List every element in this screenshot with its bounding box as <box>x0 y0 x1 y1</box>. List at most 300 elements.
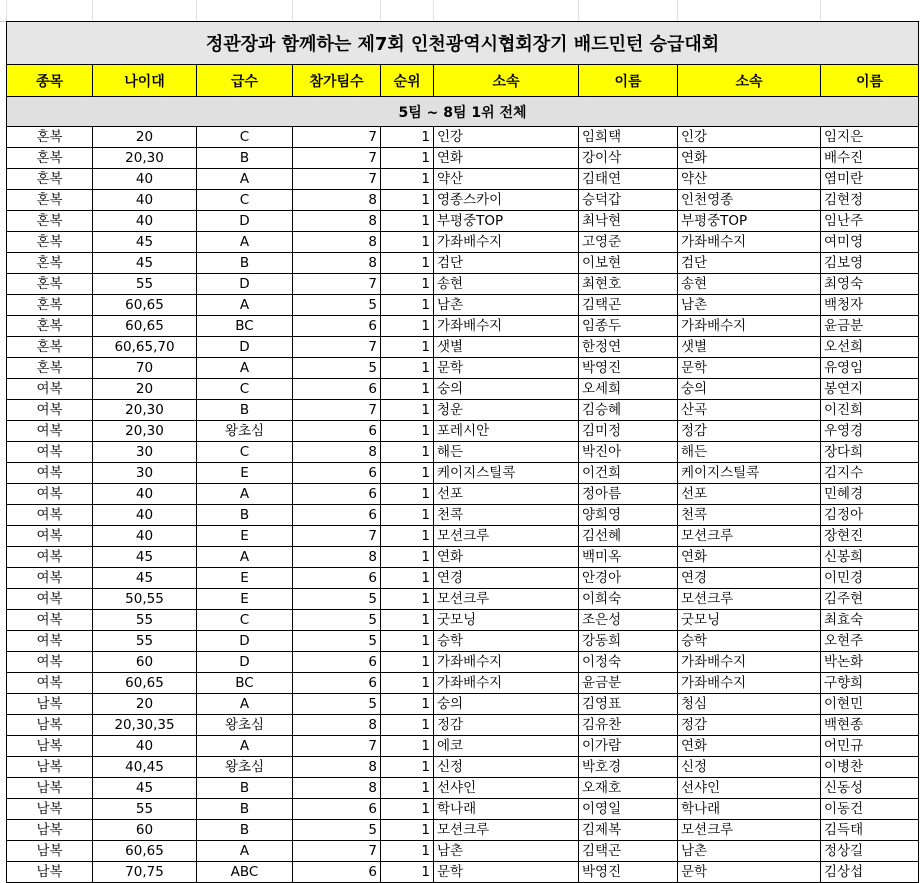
team-count-cell: 5 <box>293 820 381 841</box>
table-row <box>7 862 919 883</box>
club-1-cell: 남촌 <box>434 841 579 862</box>
team-count-cell: 7 <box>293 127 381 148</box>
name-2-cell: 최영숙 <box>821 274 919 295</box>
age-group-cell: 70 <box>93 358 197 379</box>
name-1-cell: 박영진 <box>579 862 678 883</box>
rank-cell: 1 <box>381 757 434 778</box>
name-1-cell: 이희숙 <box>579 589 678 610</box>
team-count-cell: 8 <box>293 757 381 778</box>
name-2-cell: 윤금분 <box>821 316 919 337</box>
name-2-cell: 임난주 <box>821 211 919 232</box>
rank-cell: 1 <box>381 547 434 568</box>
event-cell: 남복 <box>7 715 93 736</box>
event-cell: 여복 <box>7 463 93 484</box>
name-2-cell: 임지은 <box>821 127 919 148</box>
age-group-cell: 40 <box>93 526 197 547</box>
table-row <box>7 757 919 778</box>
club-1-cell: 샛별 <box>434 337 579 358</box>
event-cell: 혼복 <box>7 127 93 148</box>
name-2-cell: 배수진 <box>821 148 919 169</box>
team-count-cell: 7 <box>293 526 381 547</box>
grade-cell: A <box>197 484 293 505</box>
name-2-cell: 김정아 <box>821 505 919 526</box>
club-2-cell: 가좌배수지 <box>678 652 821 673</box>
grade-cell: 왕초심 <box>197 757 293 778</box>
team-count-cell: 5 <box>293 631 381 652</box>
table-row <box>7 169 919 190</box>
name-1-cell: 백미옥 <box>579 547 678 568</box>
age-group-cell: 20,30 <box>93 148 197 169</box>
name-1-cell: 김미정 <box>579 421 678 442</box>
event-cell: 남복 <box>7 820 93 841</box>
name-1-cell: 승덕갑 <box>579 190 678 211</box>
name-2-cell: 신동성 <box>821 778 919 799</box>
table-row <box>7 652 919 673</box>
event-cell: 여복 <box>7 631 93 652</box>
name-2-cell: 구향희 <box>821 673 919 694</box>
rank-cell: 1 <box>381 589 434 610</box>
name-2-cell: 이병찬 <box>821 757 919 778</box>
rank-cell: 1 <box>381 253 434 274</box>
club-1-cell: 승학 <box>434 631 579 652</box>
grade-cell: C <box>197 127 293 148</box>
team-count-cell: 8 <box>293 442 381 463</box>
name-1-cell: 박호경 <box>579 757 678 778</box>
name-2-cell: 봉연지 <box>821 379 919 400</box>
rank-cell: 1 <box>381 862 434 883</box>
header-team-count: 참가팀수 <box>293 65 381 97</box>
club-1-cell: 포레시안 <box>434 421 579 442</box>
table-row <box>7 841 919 862</box>
team-count-cell: 6 <box>293 652 381 673</box>
club-2-cell: 송현 <box>678 274 821 295</box>
team-count-cell: 8 <box>293 778 381 799</box>
name-1-cell: 정아름 <box>579 484 678 505</box>
table-row <box>7 358 919 379</box>
grade-cell: B <box>197 778 293 799</box>
event-cell: 여복 <box>7 442 93 463</box>
team-count-cell: 6 <box>293 799 381 820</box>
club-2-cell: 선샤인 <box>678 778 821 799</box>
grade-cell: A <box>197 694 293 715</box>
age-group-cell: 40 <box>93 505 197 526</box>
name-1-cell: 한정연 <box>579 337 678 358</box>
age-group-cell: 20 <box>93 379 197 400</box>
name-1-cell: 이보현 <box>579 253 678 274</box>
event-cell: 혼복 <box>7 337 93 358</box>
table-row <box>7 127 919 148</box>
club-1-cell: 선포 <box>434 484 579 505</box>
grade-cell: D <box>197 274 293 295</box>
table-row <box>7 253 919 274</box>
club-2-cell: 선포 <box>678 484 821 505</box>
rank-cell: 1 <box>381 715 434 736</box>
club-2-cell: 가좌배수지 <box>678 316 821 337</box>
club-1-cell: 남촌 <box>434 295 579 316</box>
name-1-cell: 김태연 <box>579 169 678 190</box>
name-1-cell: 임종두 <box>579 316 678 337</box>
name-1-cell: 박진아 <box>579 442 678 463</box>
table-row <box>7 568 919 589</box>
name-1-cell: 강이삭 <box>579 148 678 169</box>
grade-cell: C <box>197 190 293 211</box>
grade-cell: B <box>197 253 293 274</box>
rank-cell: 1 <box>381 841 434 862</box>
name-1-cell: 이가람 <box>579 736 678 757</box>
event-cell: 남복 <box>7 736 93 757</box>
rank-cell: 1 <box>381 484 434 505</box>
age-group-cell: 60 <box>93 652 197 673</box>
name-2-cell: 오현주 <box>821 631 919 652</box>
rank-cell: 1 <box>381 358 434 379</box>
header-age-group: 나이대 <box>93 65 197 97</box>
header-name-1: 이름 <box>579 65 678 97</box>
club-2-cell: 문학 <box>678 862 821 883</box>
age-group-cell: 60,65 <box>93 316 197 337</box>
rank-cell: 1 <box>381 610 434 631</box>
table-row <box>7 484 919 505</box>
age-group-cell: 45 <box>93 253 197 274</box>
club-2-cell: 인천영종 <box>678 190 821 211</box>
club-1-cell: 약산 <box>434 169 579 190</box>
club-1-cell: 케이지스틸콕 <box>434 463 579 484</box>
event-cell: 혼복 <box>7 358 93 379</box>
club-1-cell: 숭의 <box>434 379 579 400</box>
age-group-cell: 45 <box>93 778 197 799</box>
club-1-cell: 부평중TOP <box>434 211 579 232</box>
name-1-cell: 김승혜 <box>579 400 678 421</box>
club-2-cell: 청심 <box>678 694 821 715</box>
name-2-cell: 이민경 <box>821 568 919 589</box>
rank-cell: 1 <box>381 463 434 484</box>
table-row <box>7 673 919 694</box>
name-1-cell: 이정숙 <box>579 652 678 673</box>
rank-cell: 1 <box>381 568 434 589</box>
name-2-cell: 염미란 <box>821 169 919 190</box>
grade-cell: C <box>197 610 293 631</box>
club-1-cell: 문학 <box>434 358 579 379</box>
grade-cell: B <box>197 400 293 421</box>
name-1-cell: 김택곤 <box>579 295 678 316</box>
grade-cell: E <box>197 463 293 484</box>
club-2-cell: 해든 <box>678 442 821 463</box>
age-group-cell: 45 <box>93 568 197 589</box>
event-cell: 혼복 <box>7 232 93 253</box>
team-count-cell: 8 <box>293 190 381 211</box>
name-2-cell: 김보영 <box>821 253 919 274</box>
club-1-cell: 영종스카이 <box>434 190 579 211</box>
team-count-cell: 5 <box>293 358 381 379</box>
age-group-cell: 55 <box>93 631 197 652</box>
name-1-cell: 안경아 <box>579 568 678 589</box>
age-group-cell: 20,30 <box>93 400 197 421</box>
club-2-cell: 문학 <box>678 358 821 379</box>
club-1-cell: 인강 <box>434 127 579 148</box>
table-row <box>7 547 919 568</box>
club-1-cell: 검단 <box>434 253 579 274</box>
section-label: 5팀 ~ 8팀 1위 전체 <box>7 97 919 127</box>
club-1-cell: 모션크루 <box>434 526 579 547</box>
name-2-cell: 이진희 <box>821 400 919 421</box>
event-cell: 혼복 <box>7 253 93 274</box>
grade-cell: A <box>197 841 293 862</box>
club-1-cell: 에코 <box>434 736 579 757</box>
grade-cell: C <box>197 442 293 463</box>
table-row <box>7 715 919 736</box>
header-row <box>7 65 919 97</box>
table-row <box>7 463 919 484</box>
team-count-cell: 7 <box>293 274 381 295</box>
name-2-cell: 이동건 <box>821 799 919 820</box>
event-cell: 여복 <box>7 652 93 673</box>
name-2-cell: 이현민 <box>821 694 919 715</box>
club-2-cell: 연화 <box>678 148 821 169</box>
name-1-cell: 오세희 <box>579 379 678 400</box>
name-1-cell: 김유찬 <box>579 715 678 736</box>
rank-cell: 1 <box>381 820 434 841</box>
grade-cell: A <box>197 358 293 379</box>
club-2-cell: 인강 <box>678 127 821 148</box>
name-1-cell: 강동희 <box>579 631 678 652</box>
rank-cell: 1 <box>381 694 434 715</box>
age-group-cell: 60,65 <box>93 673 197 694</box>
table-row <box>7 148 919 169</box>
name-1-cell: 오재호 <box>579 778 678 799</box>
grade-cell: 왕초심 <box>197 421 293 442</box>
table-row <box>7 799 919 820</box>
team-count-cell: 6 <box>293 505 381 526</box>
club-2-cell: 숭의 <box>678 379 821 400</box>
event-cell: 여복 <box>7 610 93 631</box>
age-group-cell: 45 <box>93 547 197 568</box>
rank-cell: 1 <box>381 652 434 673</box>
club-1-cell: 연화 <box>434 547 579 568</box>
grade-cell: A <box>197 232 293 253</box>
club-1-cell: 모션크루 <box>434 589 579 610</box>
name-1-cell: 양희영 <box>579 505 678 526</box>
age-group-cell: 20,30,35 <box>93 715 197 736</box>
rank-cell: 1 <box>381 232 434 253</box>
name-2-cell: 여미영 <box>821 232 919 253</box>
header-name-2: 이름 <box>821 65 919 97</box>
event-cell: 혼복 <box>7 169 93 190</box>
name-2-cell: 백청자 <box>821 295 919 316</box>
table-row <box>7 736 919 757</box>
rank-cell: 1 <box>381 400 434 421</box>
event-cell: 여복 <box>7 421 93 442</box>
rank-cell: 1 <box>381 799 434 820</box>
event-cell: 여복 <box>7 547 93 568</box>
age-group-cell: 20 <box>93 694 197 715</box>
club-2-cell: 가좌배수지 <box>678 232 821 253</box>
name-2-cell: 박논화 <box>821 652 919 673</box>
rank-cell: 1 <box>381 736 434 757</box>
header-grade: 급수 <box>197 65 293 97</box>
club-1-cell: 연화 <box>434 148 579 169</box>
team-count-cell: 5 <box>293 295 381 316</box>
rank-cell: 1 <box>381 526 434 547</box>
name-2-cell: 김득태 <box>821 820 919 841</box>
event-cell: 혼복 <box>7 316 93 337</box>
team-count-cell: 8 <box>293 715 381 736</box>
grade-cell: E <box>197 589 293 610</box>
club-1-cell: 모션크루 <box>434 820 579 841</box>
team-count-cell: 6 <box>293 316 381 337</box>
club-2-cell: 약산 <box>678 169 821 190</box>
club-1-cell: 학나래 <box>434 799 579 820</box>
name-2-cell: 김지수 <box>821 463 919 484</box>
age-group-cell: 40 <box>93 484 197 505</box>
table-row <box>7 526 919 547</box>
table-row <box>7 295 919 316</box>
club-1-cell: 연경 <box>434 568 579 589</box>
age-group-cell: 40 <box>93 169 197 190</box>
team-count-cell: 6 <box>293 421 381 442</box>
grade-cell: D <box>197 652 293 673</box>
grade-cell: A <box>197 169 293 190</box>
event-cell: 혼복 <box>7 190 93 211</box>
team-count-cell: 7 <box>293 841 381 862</box>
header-rank: 순위 <box>381 65 434 97</box>
club-2-cell: 모션크루 <box>678 820 821 841</box>
name-2-cell: 김주현 <box>821 589 919 610</box>
rank-cell: 1 <box>381 148 434 169</box>
section-row <box>7 97 919 127</box>
club-2-cell: 샛별 <box>678 337 821 358</box>
club-2-cell: 남촌 <box>678 295 821 316</box>
rank-cell: 1 <box>381 421 434 442</box>
team-count-cell: 6 <box>293 463 381 484</box>
event-cell: 혼복 <box>7 295 93 316</box>
rank-cell: 1 <box>381 295 434 316</box>
grade-cell: BC <box>197 673 293 694</box>
club-2-cell: 천콕 <box>678 505 821 526</box>
event-cell: 혼복 <box>7 211 93 232</box>
club-1-cell: 가좌배수지 <box>434 673 579 694</box>
event-cell: 남복 <box>7 757 93 778</box>
rank-cell: 1 <box>381 127 434 148</box>
club-2-cell: 남촌 <box>678 841 821 862</box>
event-cell: 여복 <box>7 505 93 526</box>
name-1-cell: 조은성 <box>579 610 678 631</box>
table-row <box>7 337 919 358</box>
name-1-cell: 이영일 <box>579 799 678 820</box>
team-count-cell: 6 <box>293 379 381 400</box>
age-group-cell: 30 <box>93 463 197 484</box>
grade-cell: B <box>197 799 293 820</box>
name-1-cell: 최낙현 <box>579 211 678 232</box>
name-1-cell: 고영준 <box>579 232 678 253</box>
team-count-cell: 7 <box>293 337 381 358</box>
grade-cell: BC <box>197 316 293 337</box>
name-2-cell: 백현종 <box>821 715 919 736</box>
page-title: 정관장과 함께하는 제7회 인천광역시협회장기 배드민턴 승급대회 <box>7 22 919 65</box>
age-group-cell: 60,65 <box>93 295 197 316</box>
team-count-cell: 5 <box>293 694 381 715</box>
name-1-cell: 김택곤 <box>579 841 678 862</box>
table-row <box>7 694 919 715</box>
grade-cell: A <box>197 295 293 316</box>
team-count-cell: 5 <box>293 589 381 610</box>
team-count-cell: 7 <box>293 736 381 757</box>
name-2-cell: 최효숙 <box>821 610 919 631</box>
club-2-cell: 학나래 <box>678 799 821 820</box>
team-count-cell: 7 <box>293 400 381 421</box>
age-group-cell: 20,30 <box>93 421 197 442</box>
team-count-cell: 8 <box>293 211 381 232</box>
table-row <box>7 379 919 400</box>
club-1-cell: 가좌배수지 <box>434 232 579 253</box>
rank-cell: 1 <box>381 442 434 463</box>
name-2-cell: 민혜경 <box>821 484 919 505</box>
event-cell: 여복 <box>7 526 93 547</box>
club-2-cell: 모션크루 <box>678 526 821 547</box>
club-2-cell: 검단 <box>678 253 821 274</box>
team-count-cell: 7 <box>293 148 381 169</box>
name-2-cell: 신봉희 <box>821 547 919 568</box>
rank-cell: 1 <box>381 211 434 232</box>
age-group-cell: 40 <box>93 736 197 757</box>
event-cell: 여복 <box>7 589 93 610</box>
event-cell: 남복 <box>7 862 93 883</box>
club-2-cell: 케이지스틸콕 <box>678 463 821 484</box>
event-cell: 남복 <box>7 799 93 820</box>
table-row <box>7 589 919 610</box>
table-row <box>7 190 919 211</box>
team-count-cell: 7 <box>293 169 381 190</box>
team-count-cell: 6 <box>293 673 381 694</box>
age-group-cell: 30 <box>93 442 197 463</box>
table-row <box>7 778 919 799</box>
club-1-cell: 가좌배수지 <box>434 316 579 337</box>
grade-cell: E <box>197 568 293 589</box>
team-count-cell: 8 <box>293 253 381 274</box>
age-group-cell: 55 <box>93 610 197 631</box>
rank-cell: 1 <box>381 379 434 400</box>
rank-cell: 1 <box>381 673 434 694</box>
team-count-cell: 8 <box>293 547 381 568</box>
name-2-cell: 김상섭 <box>821 862 919 883</box>
club-1-cell: 선샤인 <box>434 778 579 799</box>
name-2-cell: 장다희 <box>821 442 919 463</box>
header-club-2: 소속 <box>678 65 821 97</box>
results-table <box>6 21 919 883</box>
club-1-cell: 정감 <box>434 715 579 736</box>
name-1-cell: 최현호 <box>579 274 678 295</box>
event-cell: 남복 <box>7 778 93 799</box>
club-1-cell: 굿모닝 <box>434 610 579 631</box>
club-2-cell: 산곡 <box>678 400 821 421</box>
club-2-cell: 정감 <box>678 421 821 442</box>
rank-cell: 1 <box>381 778 434 799</box>
name-2-cell: 김현정 <box>821 190 919 211</box>
team-count-cell: 6 <box>293 484 381 505</box>
rank-cell: 1 <box>381 190 434 211</box>
age-group-cell: 60,65,70 <box>93 337 197 358</box>
age-group-cell: 55 <box>93 799 197 820</box>
grade-cell: 왕초심 <box>197 715 293 736</box>
age-group-cell: 50,55 <box>93 589 197 610</box>
team-count-cell: 5 <box>293 610 381 631</box>
header-event: 종목 <box>7 65 93 97</box>
team-count-cell: 6 <box>293 568 381 589</box>
rank-cell: 1 <box>381 169 434 190</box>
table-row <box>7 820 919 841</box>
grade-cell: A <box>197 736 293 757</box>
age-group-cell: 40,45 <box>93 757 197 778</box>
team-count-cell: 6 <box>293 862 381 883</box>
age-group-cell: 60 <box>93 820 197 841</box>
